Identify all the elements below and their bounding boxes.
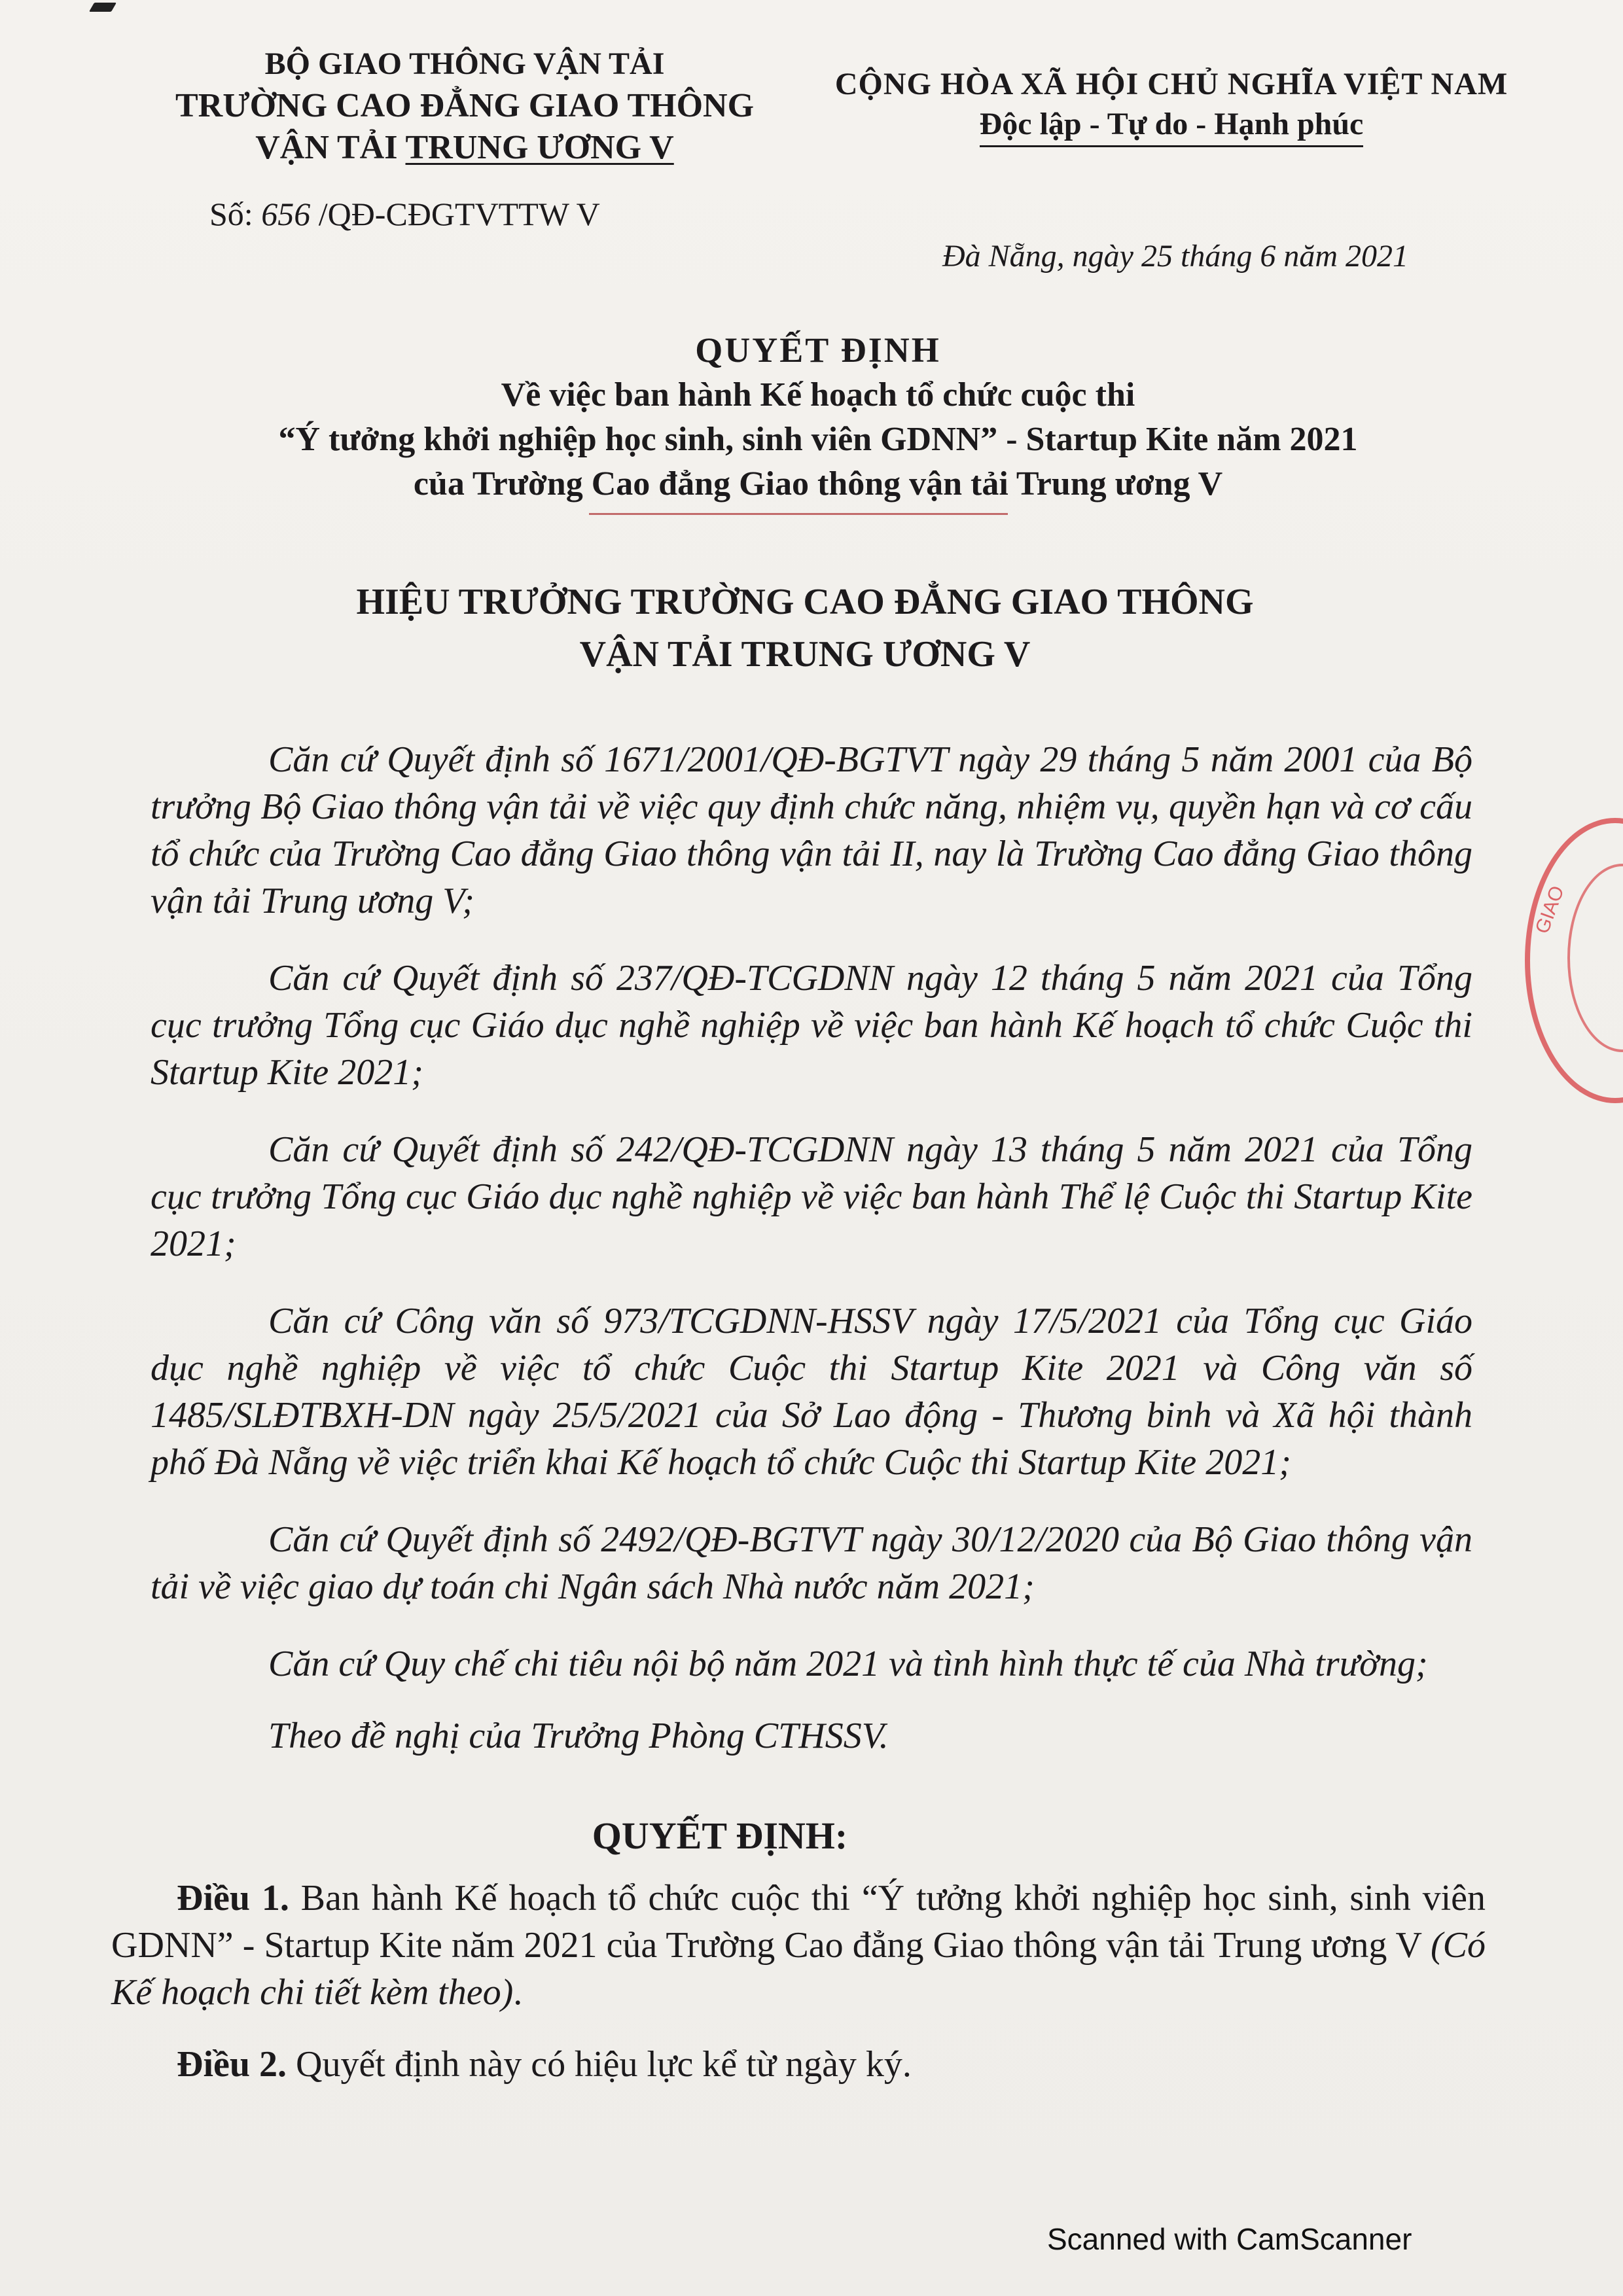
- national-motto-header: [785, 64, 1558, 147]
- legal-basis-2: Căn cứ Quyết định số 237/QĐ-TCGDNN ngày 12 tháng 5 năm 2021 của Tổng cục trưởng Tổng cục Giáo dục nghề nghiệp về việc ban hành Kế hoạch tổ chức Cuộc thi Startup Kite 2021;: [151, 958, 1472, 1093]
- doc-number-suffix: /QĐ-CĐGTVTTW V: [310, 196, 600, 232]
- title-line-3: của Trường Cao đẳng Giao thông vận tải Trung ương V: [413, 465, 1223, 503]
- principal-heading: [216, 576, 1394, 680]
- proposal-line: Theo đề nghị của Trưởng Phòng CTHSSV.: [268, 1716, 889, 1756]
- ministry-name: BỘ GIAO THÔNG VẬN TẢI: [264, 46, 665, 81]
- article-2: [111, 2041, 1486, 2088]
- date-prefix: Đà Nẵng, ngày: [942, 239, 1141, 274]
- article-2-text: Quyết định này có hiệu lực kể từ ngày ký.: [287, 2044, 912, 2085]
- title-line-2: “Ý tưởng khởi nghiệp học sinh, sinh viên GDNN” - Startup Kite năm 2021: [278, 421, 1358, 458]
- college-name-line2-prefix: VẬN TẢI: [255, 129, 406, 166]
- decision-subheading: QUYẾT ĐỊNH:: [592, 1814, 848, 1857]
- title-divider: [589, 513, 1008, 515]
- document-number: [209, 193, 600, 235]
- legal-basis-4: Căn cứ Công văn số 973/TCGDNN-HSSV ngày 17/5/2021 của Tổng cục Giáo dục nghề nghiệp về việc tổ chức Cuộc thi Startup Kite 2021 và Công văn số 1485/SLĐTBXH-DN ngày 25/5/2021 của Sở Lao động - Thương binh và Xã hội thành phố Đà Nẵng về việc triển khai Kế hoạch tổ chức Cuộc thi Startup Kite 2021;: [151, 1301, 1472, 1483]
- articles: [111, 1875, 1486, 2113]
- decision-heading: QUYẾT ĐỊNH: [695, 330, 941, 370]
- corner-mark: [89, 3, 116, 12]
- decision-title-block: [151, 327, 1486, 506]
- legal-basis-1: Căn cứ Quyết định số 1671/2001/QĐ-BGTVT ngày 29 tháng 5 năm 2001 của Bộ trưởng Bộ Giao thông vận tải về việc quy định chức năng, nhiệm vụ, quyền hạn và cơ cấu tổ chức của Trường Cao đẳng Giao thông vận tải II, nay là Trường Cao đẳng Giao thông vận tải Trung ương V;: [151, 739, 1472, 921]
- legal-basis-3: Căn cứ Quyết định số 242/QĐ-TCGDNN ngày 13 tháng 5 năm 2021 của Tổng cục trưởng Tổng cục Giáo dục nghề nghiệp về việc ban hành Thể lệ Cuộc thi Startup Kite 2021;: [151, 1129, 1472, 1264]
- principal-line-1: HIỆU TRƯỞNG TRƯỜNG CAO ĐẲNG GIAO THÔNG: [356, 582, 1254, 622]
- article-1: [111, 1875, 1486, 2016]
- college-name-line2-underlined: TRUNG ƯƠNG V: [405, 129, 674, 166]
- college-name-line1: TRƯỜNG CAO ĐẲNG GIAO THÔNG: [175, 87, 755, 124]
- date-day-handwritten: 25: [1141, 239, 1173, 274]
- article-1-end: .: [513, 1972, 523, 2013]
- legal-bases: [151, 736, 1472, 1790]
- doc-number-prefix: Số:: [209, 196, 262, 232]
- article-1-label: Điều 1.: [177, 1878, 289, 1918]
- issue-date: [942, 236, 1531, 277]
- legal-basis-5: Căn cứ Quyết định số 2492/QĐ-BGTVT ngày 30/12/2020 của Bộ Giao thông vận tải về việc giao dự toán chi Ngân sách Nhà nước năm 2021;: [151, 1519, 1472, 1607]
- article-2-label: Điều 2.: [177, 2044, 287, 2085]
- legal-basis-6: Căn cứ Quy chế chi tiêu nội bộ năm 2021 và tình hình thực tế của Nhà trường;: [268, 1644, 1428, 1684]
- red-seal-text: GIAO: [1531, 883, 1569, 937]
- country-name: CỘNG HÒA XÃ HỘI CHỦ NGHĨA VIỆT NAM: [834, 67, 1508, 101]
- college-name-line2: [144, 127, 785, 169]
- article-1-note: (Có Kế hoạch chi tiết kèm theo): [111, 1925, 1486, 2013]
- issuing-agency-header: [144, 43, 785, 169]
- principal-line-2: VẬN TẢI TRUNG ƯƠNG V: [579, 634, 1031, 675]
- title-line-1: Về việc ban hành Kế hoạch tổ chức cuộc thi: [501, 376, 1135, 414]
- national-motto: Độc lập - Tự do - Hạnh phúc: [980, 105, 1364, 147]
- scanner-watermark: Scanned with CamScanner: [1047, 2222, 1412, 2256]
- doc-number-handwritten: 656: [261, 196, 311, 232]
- article-1-text: Ban hành Kế hoạch tổ chức cuộc thi “Ý tưởng khởi nghiệp học sinh, sinh viên GDNN” - Startup Kite năm 2021 của Trường Cao đẳng Giao thông vận tải Trung ương V: [111, 1878, 1486, 1966]
- date-rest: tháng 6 năm 2021: [1172, 239, 1408, 274]
